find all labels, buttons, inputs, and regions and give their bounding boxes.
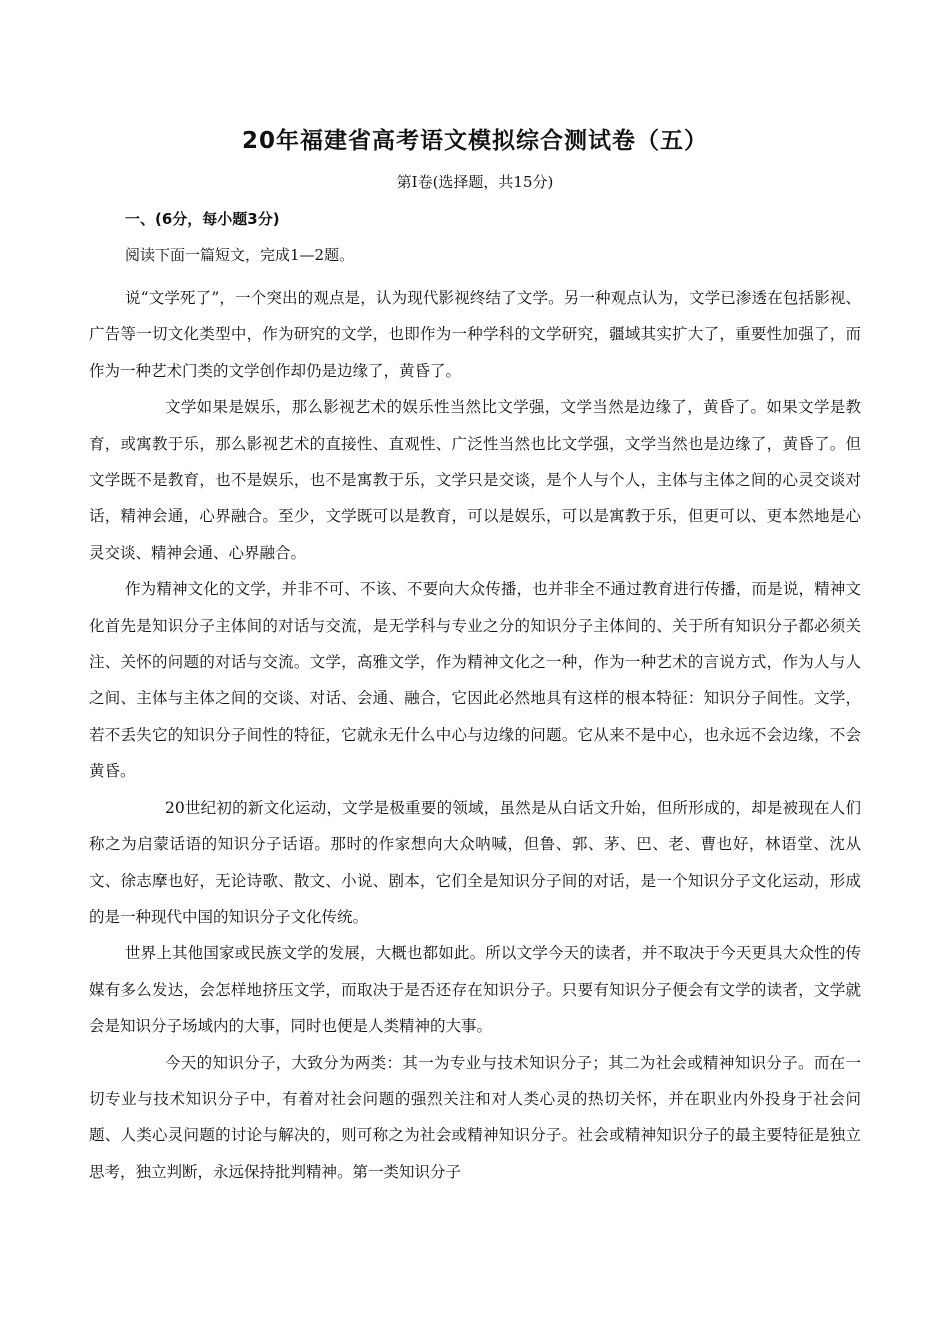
passage-body	[89, 280, 861, 1190]
passage-paragraph-4: 20世纪初的新文化运动，文学是极重要的领域，虽然是从白话文升始，但所形成的，却是被现在人们称之为启蒙话语的知识分子话语。那时的作家想向大众呐喊，但鲁、郭、茅、巴、老、曹也好，林语堂、沈从文、徐志摩也好，无论诗歌、散文、小说、剧本，它们全是知识分子间的对话，是一个知识分子文化运动，形成的是一种现代中国的知识分子文化传统。	[89, 798, 861, 926]
document-title: 20年福建省高考语文模拟综合测试卷（五）	[241, 128, 708, 154]
passage-paragraph-2: 文学如果是娱乐，那么影视艺术的娱乐性当然比文学强，文学当然是边缘了，黄昏了。如果文学是教育，或寓教于乐，那么影视艺术的直接性、直观性、广泛性当然也比文学强，文学当然也是边缘了，黄昏了。但文学既不是教育，也不是娱乐，也不是寓教于乐，文学只是交谈，是个人与个人，主体与主体之间的心灵交谈对话，精神会通，心界融合。至少，文学既可以是教育，可以是娱乐，可以是寓教于乐，但更可以、更本然地是心灵交谈、精神会通、心界融合。	[89, 398, 861, 562]
passage-paragraph-1: 说“文学死了”，一个突出的观点是，认为现代影视终结了文学。另一种观点认为，文学已渗透在包括影视、广告等一切文化类型中，作为研究的文学，也即作为一种学科的文学研究，疆域其实扩大了，重要性加强了，而作为一种艺术门类的文学创作却仍是边缘了，黄昏了。	[89, 289, 861, 380]
passage-paragraph-3: 作为精神文化的文学，并非不可、不该、不要向大众传播，也并非全不通过教育进行传播，而是说，精神文化首先是知识分子主体间的对话与交流，是无学科与专业之分的知识分子主体间的、关于所有知识分子都必须关注、关怀的问题的对话与交流。文学，高雅文学，作为精神文化之一种，作为一种艺术的言说方式，作为人与人之间、主体与主体之间的交谈、对话、会通、融合，它因此必然地具有这样的根本特征：知识分子间性。文学，若不丢失它的知识分子间性的特征，它就永无什么中心与边缘的问题。它从来不是中心，也永远不会边缘，不会黄昏。	[89, 580, 861, 781]
reading-instruction: 阅读下面一篇短文，完成1—2题。	[125, 246, 355, 264]
section-subtitle: 第Ⅰ卷(选择题，共15分)	[396, 173, 554, 191]
passage-paragraph-6: 今天的知识分子，大致分为两类：其一为专业与技术知识分子；其二为社会或精神知识分子。而在一切专业与技术知识分子中，有着对社会问题的强烈关注和对人类心灵的热切关怀，并在职业内外投身于社会问题、人类心灵问题的讨论与解决的，则可称之为社会或精神知识分子。社会或精神知识分子的最主要特征是独立思考，独立判断，永远保持批判精神。第一类知识分子	[89, 1053, 861, 1181]
question-group-heading: 一、(6分，每小题3分)	[125, 210, 280, 228]
passage-paragraph-5: 世界上其他国家或民族文学的发展，大概也都如此。所以文学今天的读者，并不取决于今天更具大众性的传媒有多么发达，会怎样地挤压文学，而取决于是否还存在知识分子。只要有知识分子便会有文学的读者，文学就会是知识分子场域内的大事，同时也便是人类精神的大事。	[89, 944, 861, 1036]
